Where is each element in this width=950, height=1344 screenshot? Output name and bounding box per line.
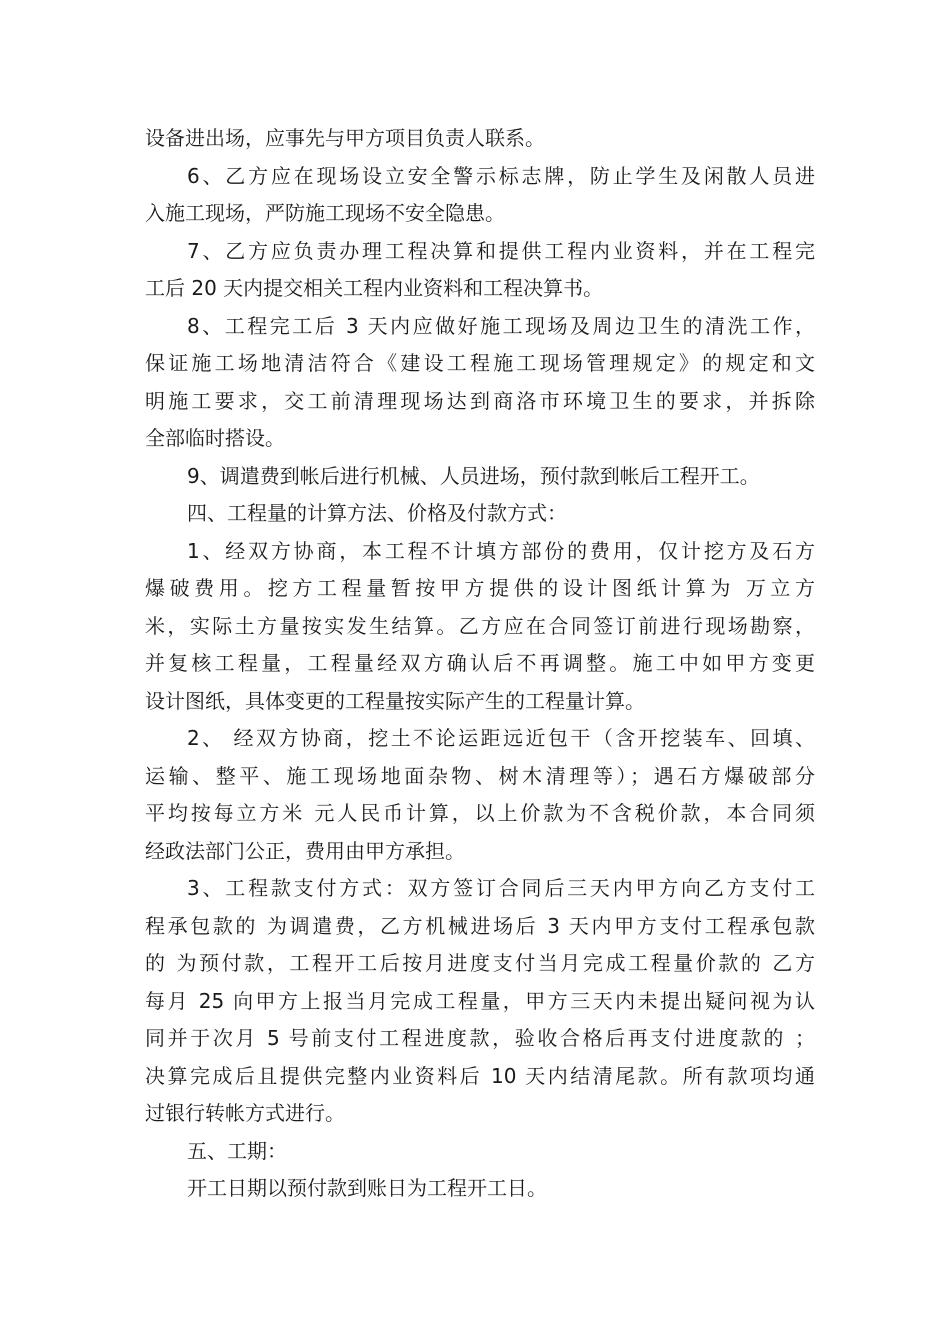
text-line: 过银行转帐方式进行。: [145, 1101, 345, 1125]
text-line: 决算完成后且提供完整内业资料后 10 天内结清尾款。所有款项均通: [145, 1063, 815, 1088]
text-line: 程承包款的 为调遣费，乙方机械进场后 3 天内甲方支付工程承包款: [145, 913, 815, 938]
text-line: 8、工程完工后 3 天内应做好施工现场及周边卫生的清洗工作，: [187, 313, 815, 338]
text-line: 设备进出场，应事先与甲方项目负责人联系。: [145, 126, 545, 150]
text-line: 爆破费用。挖方工程量暂按甲方提供的设计图纸计算为 万立方: [145, 576, 815, 600]
text-line: 同并于次月 5 号前支付工程进度款，验收合格后再支付进度款的 ；: [145, 1026, 815, 1050]
section-heading: 五、工期：: [187, 1138, 287, 1163]
text-line: 米，实际土方量按实发生结算。乙方应在合同签订前进行现场勘察，: [145, 613, 815, 638]
text-line: 2、 经双方协商，挖土不论运距远近包干（含开挖装车、回填、: [187, 726, 815, 750]
section-heading: 四、工程量的计算方法、价格及付款方式：: [187, 501, 567, 525]
text-line: 明施工要求，交工前清理现场达到商洛市环境卫生的要求，并拆除: [145, 388, 815, 413]
text-line: 的 为预付款，工程开工后按月进度支付当月完成工程量价款的 乙方: [145, 951, 815, 975]
text-line: 运输、整平、施工现场地面杂物、树木清理等）；遇石方爆破部分: [145, 763, 815, 788]
text-line: 6、乙方应在现场设立安全警示标志牌，防止学生及闲散人员进: [187, 163, 815, 188]
text-line: 1、经双方协商，本工程不计填方部份的费用，仅计挖方及石方: [187, 538, 815, 563]
text-line: 平均按每立方米 元人民币计算，以上价款为不含税价款，本合同须: [145, 801, 815, 825]
contract-body-text: [145, 120, 815, 1208]
text-line: 开工日期以预付款到账日为工程开工日。: [187, 1176, 547, 1200]
text-line: 入施工现场，严防施工现场不安全隐患。: [145, 201, 505, 225]
text-line: 设计图纸，具体变更的工程量按实际产生的工程量计算。: [145, 688, 645, 713]
text-line: 7、乙方应负责办理工程决算和提供工程内业资料，并在工程完: [187, 238, 815, 263]
text-line: 3、工程款支付方式：双方签订合同后三天内甲方向乙方支付工: [187, 876, 815, 900]
text-line: 经政法部门公正，费用由甲方承担。: [145, 838, 465, 863]
text-line: 并复核工程量，工程量经双方确认后不再调整。施工中如甲方变更: [145, 651, 815, 675]
text-line: 工后 20 天内提交相关工程内业资料和工程决算书。: [145, 276, 604, 300]
text-line: 每月 25 向甲方上报当月完成工程量，甲方三天内未提出疑问视为认: [145, 988, 815, 1013]
text-line: 保证施工场地清洁符合《建设工程施工现场管理规定》的规定和文: [145, 351, 815, 375]
text-line: 9、调遣费到帐后进行机械、人员进场，预付款到帐后工程开工。: [187, 463, 760, 488]
text-line: 全部临时搭设。: [145, 426, 285, 450]
